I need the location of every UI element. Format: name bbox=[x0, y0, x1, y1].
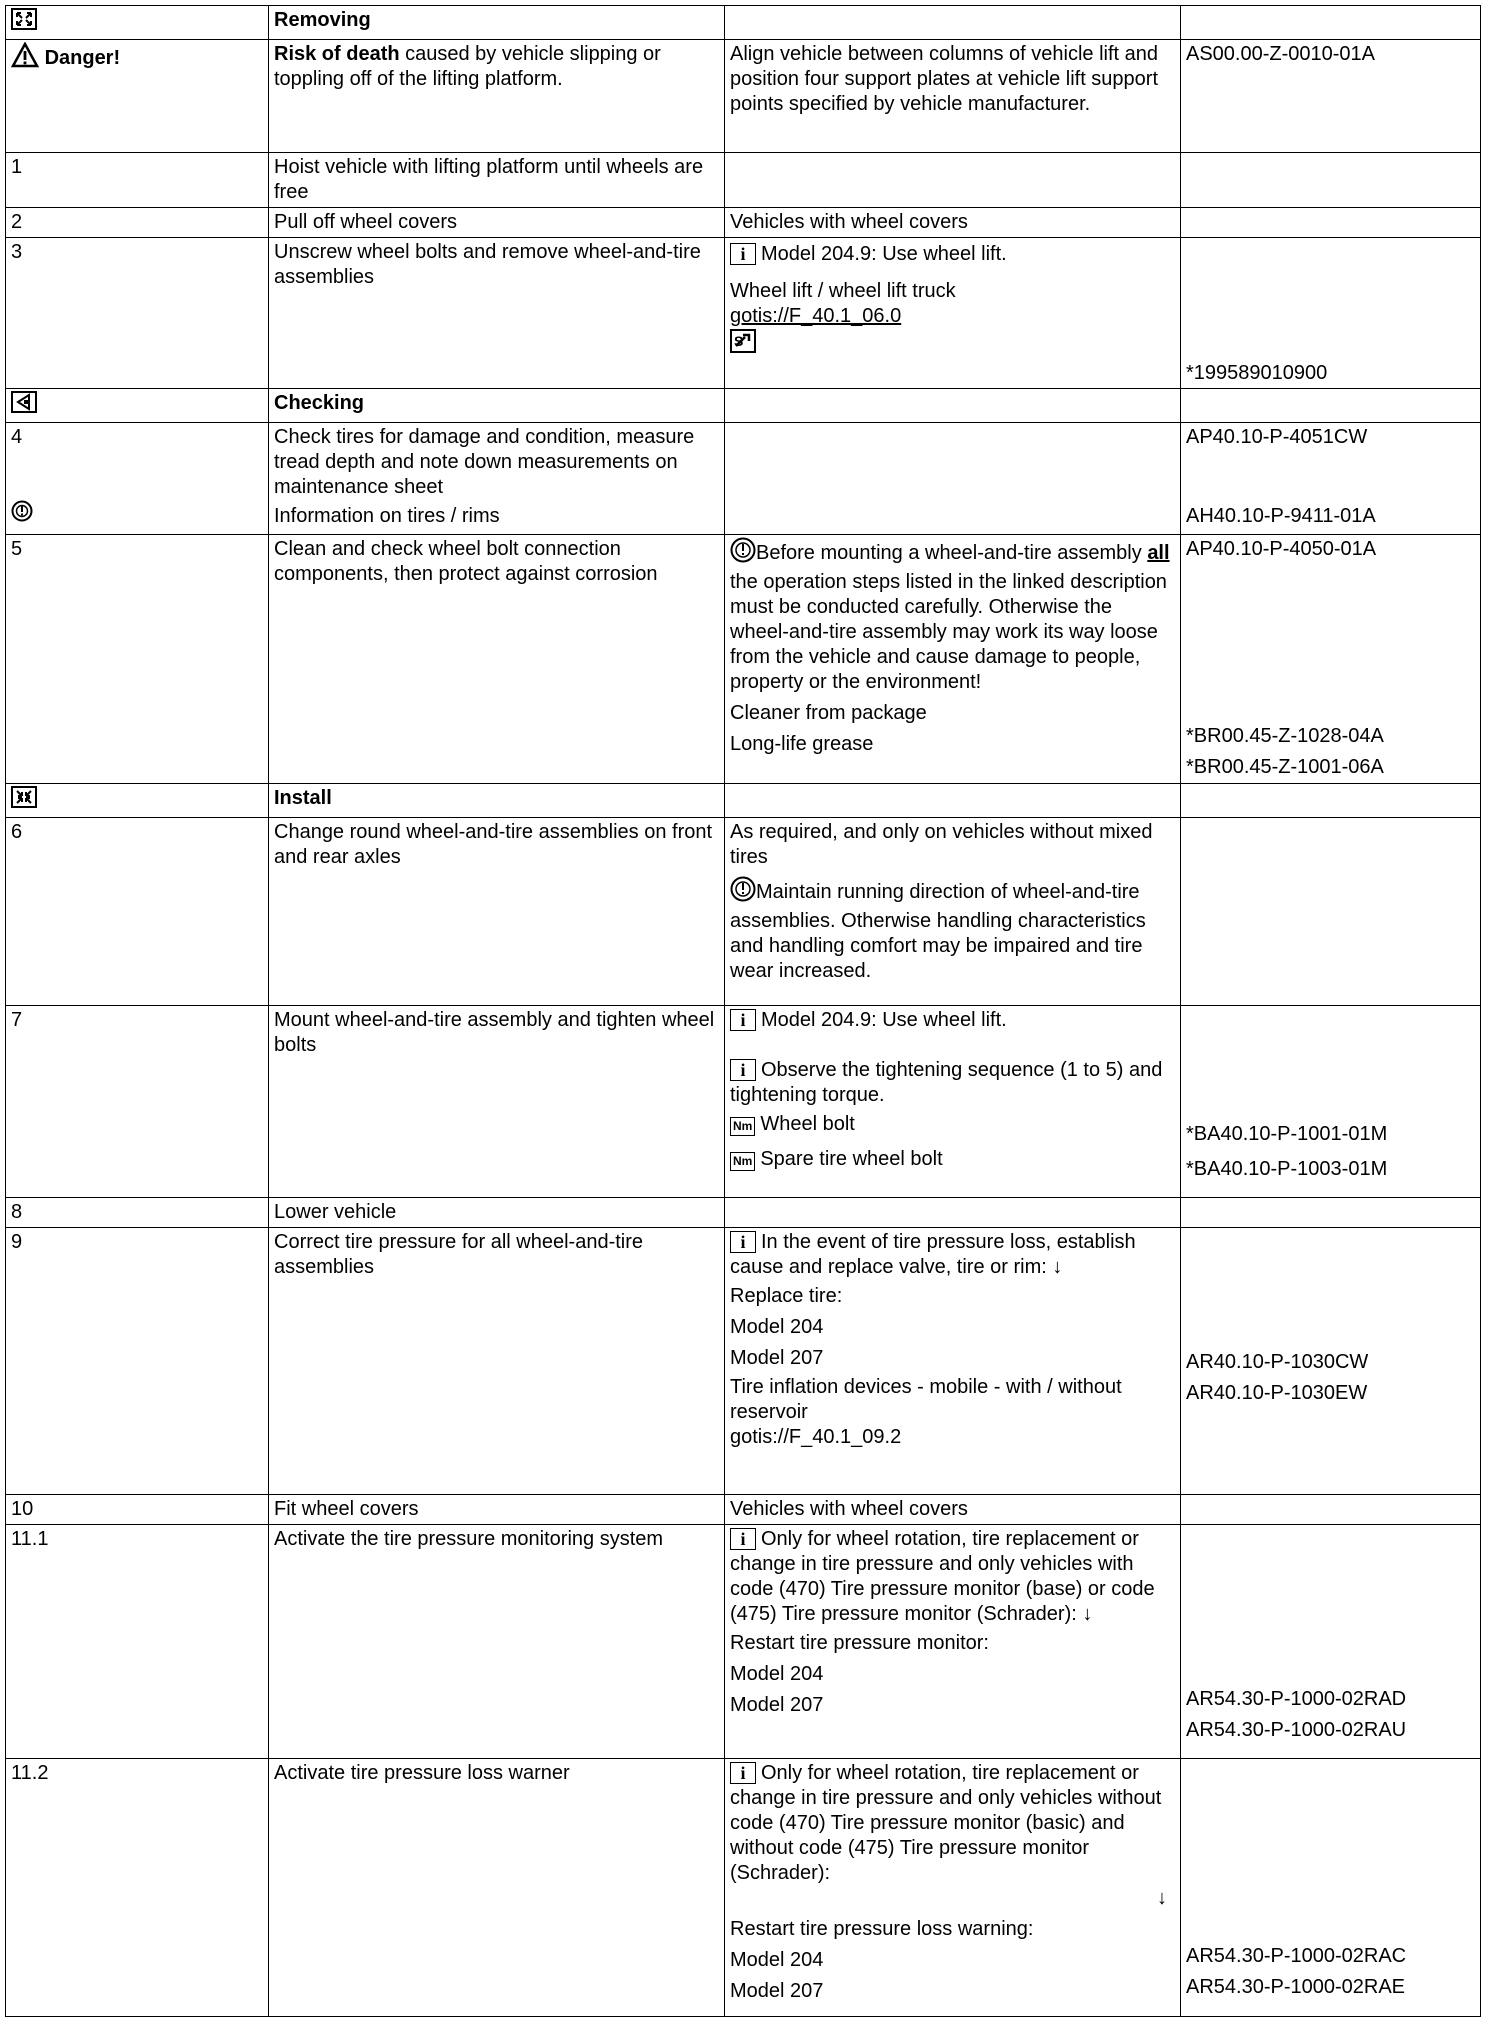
step-note: Vehicles with wheel covers bbox=[725, 208, 1181, 238]
notice-icon bbox=[730, 876, 756, 909]
special-tool-icon bbox=[730, 329, 756, 360]
model-text: Model 207 bbox=[730, 1347, 824, 1369]
bolt-text: Wheel bolt bbox=[760, 1113, 855, 1135]
step-row bbox=[6, 818, 1481, 1006]
step-text: Correct tire pressure for all wheel-and-tire assemblies bbox=[269, 1228, 725, 1495]
step-text: Check tires for damage and condition, measure tread depth and note down measurements on maintenance sheet bbox=[274, 426, 695, 498]
step-number: 10 bbox=[6, 1495, 269, 1525]
step-note: Wheel lift / wheel lift truck bbox=[730, 280, 956, 302]
arrow-down-icon[interactable]: ↓ bbox=[1082, 1603, 1093, 1625]
step-row bbox=[6, 208, 1481, 238]
arrow-down-icon[interactable]: ↓ bbox=[1157, 1887, 1167, 1909]
step-note: In the event of tire pressure loss, establish cause and replace valve, tire or rim: bbox=[730, 1231, 1136, 1278]
step-row bbox=[6, 238, 1481, 389]
step-row bbox=[6, 1228, 1481, 1495]
step-note: Only for wheel rotation, tire replacement or change in tire pressure and only vehicles without code (470) Tire pressure monitor (basic) and without code (475) Tire pressure monitor (Schrader): bbox=[730, 1762, 1162, 1884]
step-text: Hoist vehicle with lifting platform until wheels are free bbox=[269, 153, 725, 208]
danger-label: Danger! bbox=[44, 46, 121, 69]
danger-row bbox=[6, 40, 1481, 153]
step-note: Before mounting a wheel-and-tire assembly bbox=[756, 541, 1148, 564]
risk-text: Risk of death caused by vehicle slipping or toppling off of the lifting platform. bbox=[269, 40, 725, 153]
step-number: 4 bbox=[11, 426, 23, 448]
info-icon: i bbox=[730, 1762, 756, 1784]
model-text: Model 207 bbox=[730, 1980, 824, 2002]
step-number: 5 bbox=[6, 535, 269, 784]
notice-icon bbox=[11, 500, 33, 529]
step-ref[interactable]: AP40.10-P-4050-01A bbox=[1186, 538, 1377, 560]
install-icon bbox=[11, 786, 37, 815]
cleaner-ref[interactable]: *BR00.45-Z-1028-04A bbox=[1186, 725, 1384, 747]
step-text: Clean and check wheel bolt connection components, then protect against corrosion bbox=[269, 535, 725, 784]
step-text: Activate the tire pressure monitoring system bbox=[269, 1525, 725, 1759]
grease-text: Long-life grease bbox=[730, 733, 874, 755]
step-note: Model 204.9: Use wheel lift. bbox=[761, 1009, 1007, 1031]
torque-icon: Nm bbox=[730, 1152, 755, 1171]
model-ref[interactable]: AR40.10-P-1030CW bbox=[1186, 1351, 1369, 1373]
procedure-table bbox=[5, 5, 1481, 2017]
warning-triangle-icon bbox=[11, 42, 39, 75]
step-number: 9 bbox=[6, 1228, 269, 1495]
restart-text: Restart tire pressure monitor: bbox=[730, 1632, 989, 1654]
step-note: Model 204.9: Use wheel lift. bbox=[761, 243, 1007, 265]
checking-icon bbox=[11, 391, 37, 420]
step-row bbox=[6, 153, 1481, 208]
model-text: Model 204 bbox=[730, 1663, 824, 1685]
replace-text: Replace tire: bbox=[730, 1285, 843, 1307]
model-text: Model 204 bbox=[730, 1949, 824, 1971]
section-install-row bbox=[6, 784, 1481, 818]
info-icon: i bbox=[730, 1231, 756, 1253]
svg-text:S: S bbox=[734, 333, 744, 349]
step-text: Pull off wheel covers bbox=[269, 208, 725, 238]
step-text: Fit wheel covers bbox=[269, 1495, 725, 1525]
info-icon: i bbox=[730, 243, 756, 265]
step-note: Vehicles with wheel covers bbox=[725, 1495, 1181, 1525]
step-note: Maintain running direction of wheel-and-tire assemblies. Otherwise handling characteristics and handling comfort may be impaired and tire wear increased. bbox=[730, 880, 1146, 982]
notice-icon bbox=[730, 537, 756, 570]
step-note: As required, and only on vehicles without mixed tires bbox=[730, 821, 1153, 868]
align-ref[interactable]: AS00.00-Z-0010-01A bbox=[1181, 40, 1481, 153]
step-number: 2 bbox=[6, 208, 269, 238]
checking-heading: Checking bbox=[269, 389, 725, 423]
step-row bbox=[6, 1495, 1481, 1525]
info-icon: i bbox=[730, 1528, 756, 1550]
removing-icon bbox=[11, 8, 37, 37]
step-number: 11.2 bbox=[6, 1759, 269, 2017]
restart-text: Restart tire pressure loss warning: bbox=[730, 1918, 1034, 1940]
step-number: 3 bbox=[6, 238, 269, 389]
model-text: Model 204 bbox=[730, 1316, 824, 1338]
step-note: Only for wheel rotation, tire replacement or change in tire pressure and only vehicles with code (470) Tire pressure monitor (base) or code (475) Tire pressure monitor (Schrader): bbox=[730, 1528, 1155, 1625]
section-checking-row bbox=[6, 389, 1481, 423]
step-text: Mount wheel-and-tire assembly and tighten wheel bolts bbox=[269, 1006, 725, 1198]
step-number: 6 bbox=[6, 818, 269, 1006]
removing-heading: Removing bbox=[269, 6, 725, 40]
grease-ref[interactable]: *BR00.45-Z-1001-06A bbox=[1186, 756, 1384, 778]
step-note: Observe the tightening sequence (1 to 5) and tightening torque. bbox=[730, 1059, 1163, 1106]
step-row bbox=[6, 1006, 1481, 1198]
procedure-page bbox=[5, 5, 1480, 2017]
info-ref[interactable]: AH40.10-P-9411-01A bbox=[1186, 505, 1376, 527]
step-ref[interactable]: AP40.10-P-4051CW bbox=[1186, 426, 1368, 448]
step-row bbox=[6, 1198, 1481, 1228]
arrow-down-icon[interactable]: ↓ bbox=[1052, 1256, 1063, 1278]
section-removing-row bbox=[6, 6, 1481, 40]
gotis-link[interactable]: gotis://F_40.1_09.2 bbox=[730, 1426, 902, 1448]
step-row bbox=[6, 1759, 1481, 2017]
step-text: Change round wheel-and-tire assemblies on front and rear axles bbox=[269, 818, 725, 1006]
step-number: 7 bbox=[6, 1006, 269, 1198]
model-ref[interactable]: AR54.30-P-1000-02RAE bbox=[1186, 1976, 1406, 1998]
step-number: 1 bbox=[6, 153, 269, 208]
step-text: Unscrew wheel bolts and remove wheel-and-tire assemblies bbox=[269, 238, 725, 389]
info-text: Information on tires / rims bbox=[274, 505, 500, 527]
inflation-text: Tire inflation devices - mobile - with / without reservoir bbox=[730, 1376, 1122, 1423]
step-number: 11.1 bbox=[6, 1525, 269, 1759]
step-row: 5 Clean and check wheel bolt connection components, then protect against corrosion Before mounting a wheel-and-tire assembly all the operation steps listed in the linked description must be conducted carefully. Otherwise the wheel-and-tire assembly may work its way loose from the vehicle and cause damage to people, property or the environment! Cleaner from package Long-life grease AP40.10-P-4050-01A *BR00.45-Z-1028-04A *BR00.45-Z-1001-06A bbox=[6, 535, 1481, 784]
step-number: 8 bbox=[6, 1198, 269, 1228]
model-ref[interactable]: AR54.30-P-1000-02RAU bbox=[1186, 1719, 1407, 1741]
cleaner-text: Cleaner from package bbox=[730, 702, 927, 724]
model-ref[interactable]: AR54.30-P-1000-02RAC bbox=[1186, 1945, 1407, 1967]
step-text: Activate tire pressure loss warner bbox=[269, 1759, 725, 2017]
spare-text: Spare tire wheel bolt bbox=[760, 1148, 943, 1170]
model-text: Model 207 bbox=[730, 1694, 824, 1716]
model-ref[interactable]: AR40.10-P-1030EW bbox=[1186, 1382, 1368, 1404]
step-text: Lower vehicle bbox=[269, 1198, 725, 1228]
info-icon: i bbox=[730, 1009, 756, 1031]
spare-ref[interactable]: *BA40.10-P-1003-01M bbox=[1186, 1158, 1388, 1180]
step-row bbox=[6, 423, 1481, 535]
align-instruction: Align vehicle between columns of vehicle lift and position four support plates at vehicle lift support points specified by vehicle manufacturer. bbox=[725, 40, 1181, 153]
step-row bbox=[6, 1525, 1481, 1759]
bolt-ref[interactable]: *BA40.10-P-1001-01M bbox=[1186, 1123, 1388, 1145]
tool-ref[interactable]: *199589010900 bbox=[1181, 238, 1481, 389]
torque-icon: Nm bbox=[730, 1117, 755, 1136]
info-icon: i bbox=[730, 1059, 756, 1081]
model-ref[interactable]: AR54.30-P-1000-02RAD bbox=[1186, 1688, 1407, 1710]
install-heading: Install bbox=[269, 784, 725, 818]
gotis-link[interactable]: gotis://F_40.1_06.0 bbox=[730, 305, 902, 327]
